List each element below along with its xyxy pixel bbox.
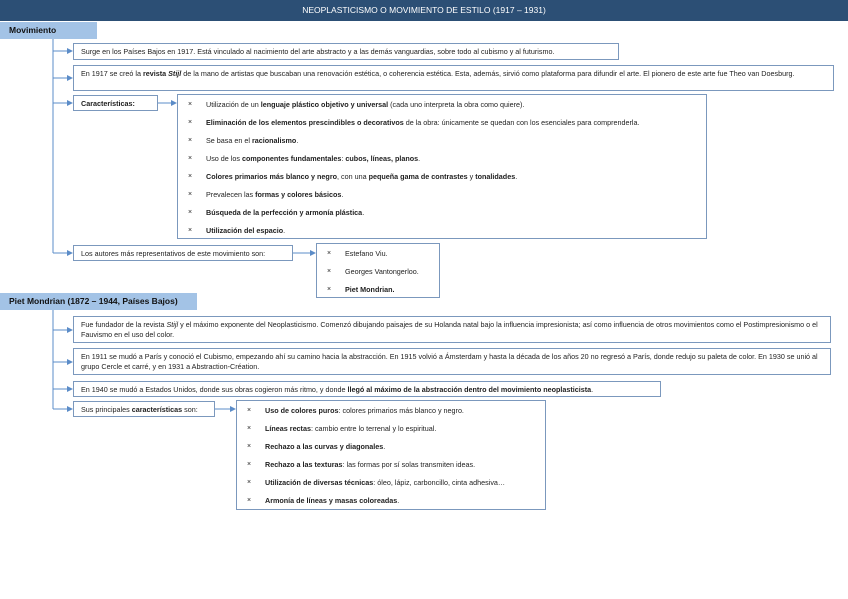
bullet-icon: × [327,268,332,275]
bullet-icon: × [188,227,193,234]
characteristic-item [178,168,706,186]
mondrian-characteristic-item [237,492,545,510]
item-text: Eliminación de los elementos prescindibles o decorativos de la obra: únicamente se quedan con los esenciales para comprenderla. [206,118,640,127]
bullet-icon: × [188,173,193,180]
mondrian-characteristic-item [237,438,545,456]
node-paris: En 1911 se mudó a París y conoció el Cubismo, empezando ahí su camino hacia la abstracción. En 1915 volvió a Ámsterdam y hasta la década de los años 20 no regresó a París, donde redujo su paleta de color. En 1930 se unió al grupo Cercle et carré, y en 1931 a Abstraction-Création. [73,348,831,375]
bullet-icon: × [247,461,252,468]
mondrian-characteristic-item [237,456,545,474]
characteristic-item [178,132,706,150]
bullet-icon: × [247,407,252,414]
item-text: Colores primarios más blanco y negro, con una pequeña gama de contrastes y tonalidades. [206,172,518,181]
item-text: Líneas rectas: cambio entre lo terrenal y lo espiritual. [265,424,437,433]
mondrian-characteristic-item [237,420,545,438]
item-text: Estefano Viu. [345,249,388,258]
item-text: Utilización de diversas técnicas: óleo, lápiz, carboncillo, cinta adhesiva… [265,478,506,487]
item-text: Rechazo a las curvas y diagonales. [265,442,386,451]
bullet-icon: × [247,497,252,504]
node-caracteristicas: Características: [73,95,158,111]
section-label-mondrian: Piet Mondrian (1872 – 1944, Países Bajos) [0,293,197,310]
mondrian-characteristic-item [237,474,545,492]
characteristic-item [178,204,706,222]
item-text: Utilización de un lenguaje plástico objetivo y universal (cada uno interpreta la obra como quiere). [206,100,525,109]
characteristic-item [178,222,706,240]
bullet-icon: × [247,479,252,486]
bullet-icon: × [188,119,193,126]
node-fundador: Fue fundador de la revista Stijl y el máximo exponente del Neoplasticismo. Comenzó dibujando paisajes de su Holanda natal bajo la influencia impresionista; así como influencia de otros movimientos como el Postimpresionismo o el Fauvismo en el uso del color. [73,316,831,343]
item-text: Uso de los componentes fundamentales: cubos, líneas, planos. [206,154,421,163]
bullet-icon: × [327,286,332,293]
bullet-icon: × [188,155,193,162]
page-title: NEOPLASTICISMO O MOVIMIENTO DE ESTILO (1917 – 1931) [0,0,848,21]
item-text: Piet Mondrian. [345,285,395,294]
characteristic-item [178,114,706,132]
characteristic-item [178,186,706,204]
item-text: Rechazo a las texturas: las formas por sí solas transmiten ideas. [265,460,476,469]
authors-list [316,243,440,298]
item-text: Se basa en el racionalismo. [206,136,299,145]
item-text: Uso de colores puros: colores primarios más blanco y negro. [265,406,464,415]
characteristics-list [177,94,707,239]
item-text: Prevalecen las formas y colores básicos. [206,190,344,199]
node-estados-unidos: En 1940 se mudó a Estados Unidos, donde sus obras cogieron más ritmo, y donde llegó al máximo de la abstracción dentro del movimiento neoplasticista. [73,381,661,397]
node-surge: Surge en los Países Bajos en 1917. Está vinculado al nacimiento del arte abstracto y a las demás vanguardias, sobre todo al cubismo y al futurismo. [73,43,619,60]
section-label-movimiento: Movimiento [0,22,97,39]
bullet-icon: × [188,137,193,144]
item-text: Georges Vantongerloo. [345,267,419,276]
item-text: Utilización del espacio. [206,226,286,235]
bullet-icon: × [327,250,332,257]
mondrian-characteristic-item [237,402,545,420]
item-text: Búsqueda de la perfección y armonía plástica. [206,208,365,217]
author-item [317,263,439,281]
bullet-icon: × [188,191,193,198]
node-principales: Sus principales características son: [73,401,215,417]
characteristic-item [178,150,706,168]
author-item [317,245,439,263]
bullet-icon: × [188,209,193,216]
item-text: Armonía de líneas y masas coloreadas. [265,496,400,505]
node-autores: Los autores más representativos de este movimiento son: [73,245,293,261]
node-revista-stijl: En 1917 se creó la revista Stijl de la mano de artistas que buscaban una renovación estética, o coherencia estética. Esta, además, sirvió como plataforma para difundir el arte. El pionero de este arte fue Theo van Doesburg. [73,65,834,91]
bullet-icon: × [188,101,193,108]
bullet-icon: × [247,425,252,432]
mondrian-characteristics-list [236,400,546,510]
bullet-icon: × [247,443,252,450]
author-item [317,281,439,299]
characteristic-item [178,96,706,114]
